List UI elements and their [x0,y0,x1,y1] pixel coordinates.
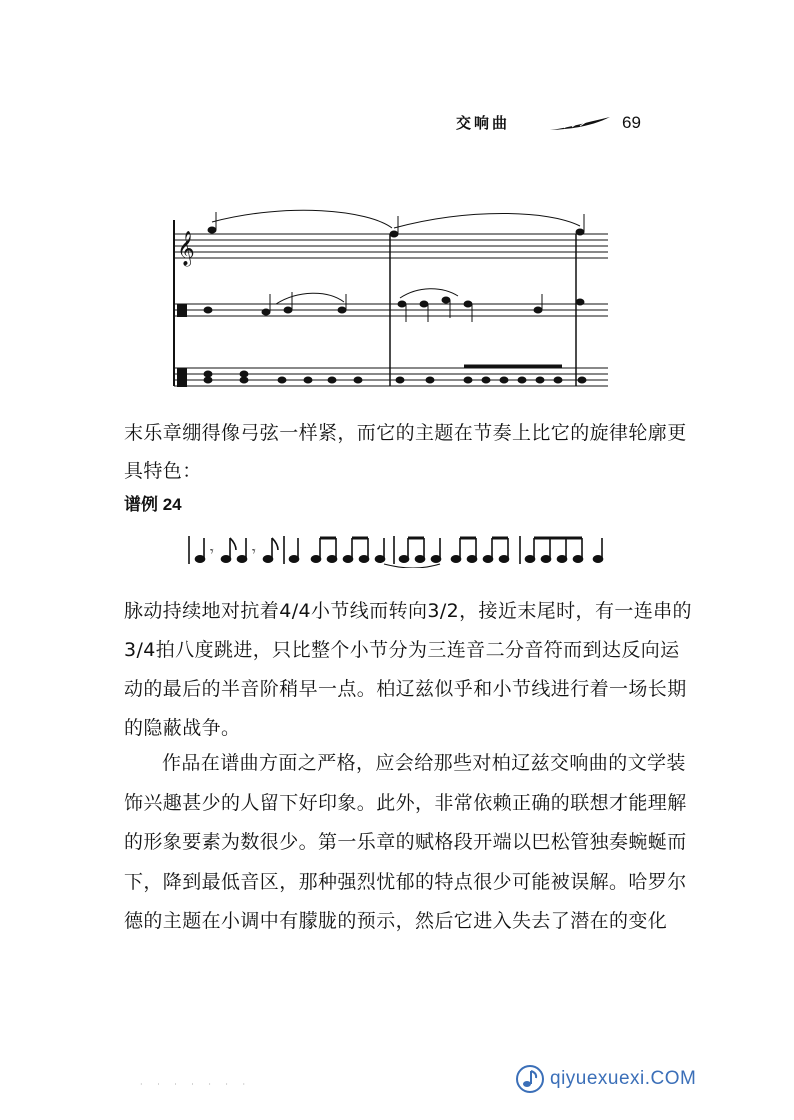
staff-bottom [174,368,608,386]
paragraph-intro: 末乐章绷得像弓弦一样紧，而它的主题在节奏上比它的旋律轮廓更具特色： [124,422,687,482]
paragraph-discussion: 作品在谱曲方面之严格，应会给那些对柏辽兹交响曲的文学装饰兴趣甚少的人留下好印象。此外，非常依赖正确的联想才能理解的形象要素为数很少。第一乐章的赋格段开端以巴松管独奏蜿蜒而下，降到最低音区，那种强烈忧郁的特点很少可能被误解。哈罗尔德的主题在小调中有朦胧的预示，然后它进入失去了潜在的变化 [124,752,687,932]
site-watermark [516,1062,766,1098]
music-score-excerpt [168,208,618,398]
rhythm-example-24 [186,526,616,568]
staff-top [174,234,608,258]
svg-text:𝄾: 𝄾 [252,544,256,560]
running-title: 交响曲 [456,114,511,132]
page-header [456,112,676,142]
scan-specks: · · · · · · · [140,1080,252,1089]
staff-middle [174,304,608,316]
music-note-icon [516,1064,544,1094]
svg-text:𝄞: 𝄞 [177,231,195,266]
svg-text:𝄾: 𝄾 [210,544,214,560]
paragraph-analysis: 脉动持续地对抗着4/4小节线而转向3/2，接近末尾时，有一连串的3/4拍八度跳进，只比整个小节分为三连音二分音符而到达反向运动的最后的半音阶稍早一点。柏辽兹似乎和小节线进行着一场长期的隐蔽战争。 [124,600,692,739]
page-number: 69 [622,113,641,132]
feather-ornament-icon [548,116,612,132]
example-label: 谱例 24 [124,495,182,514]
watermark-text: qiyuexuexi.COM [550,1068,697,1089]
